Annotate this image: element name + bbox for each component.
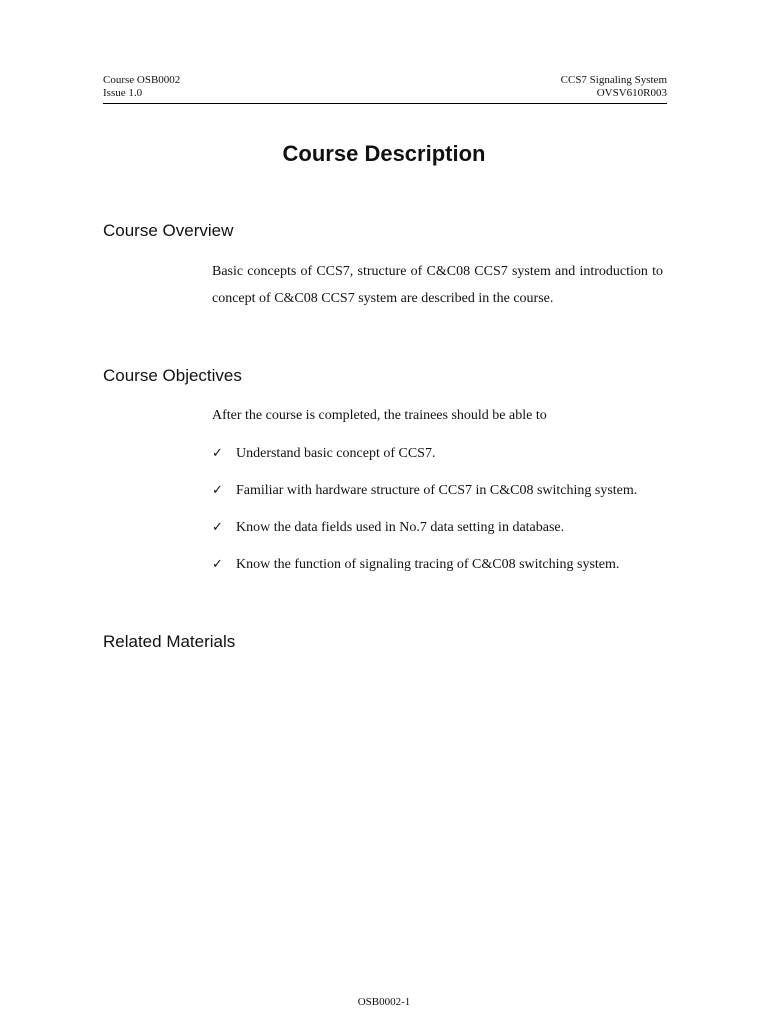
list-item	[212, 477, 663, 504]
checkmark-icon: ✓	[212, 557, 223, 572]
section-heading-objectives: Course Objectives	[103, 366, 242, 385]
issue-number: Issue 1.0	[103, 87, 143, 99]
objectives-intro: After the course is completed, the trainees should be able to	[212, 408, 547, 423]
page-header	[103, 74, 667, 104]
checkmark-icon: ✓	[212, 483, 223, 498]
header-left	[103, 74, 180, 100]
objective-text: Understand basic concept of CCS7.	[236, 446, 436, 461]
objective-text: Know the data fields used in No.7 data setting in database.	[236, 520, 565, 535]
system-name: CCS7 Signaling System	[560, 74, 667, 86]
list-item	[212, 440, 663, 467]
checkmark-icon: ✓	[212, 520, 223, 535]
objective-text: Know the function of signaling tracing of C&C08 switching system.	[236, 557, 620, 572]
list-item	[212, 514, 663, 541]
course-code: Course OSB0002	[103, 74, 181, 86]
header-right	[561, 74, 667, 100]
list-item	[212, 551, 663, 578]
section-heading-related: Related Materials	[103, 632, 236, 651]
page-title: Course Description	[282, 141, 486, 166]
overview-paragraph: Basic concepts of CCS7, structure of C&C08 CCS7 system and introduction to concept of C&C08 CCS7 system are described in the course.	[212, 264, 663, 306]
objective-text: Familiar with hardware structure of CCS7 in C&C08 switching system.	[236, 483, 638, 498]
section-heading-overview: Course Overview	[103, 221, 234, 240]
document-code: OVSV610R003	[596, 87, 667, 99]
page-number: OSB0002-1	[357, 996, 411, 1008]
objectives-list	[212, 440, 663, 588]
checkmark-icon: ✓	[212, 446, 223, 461]
